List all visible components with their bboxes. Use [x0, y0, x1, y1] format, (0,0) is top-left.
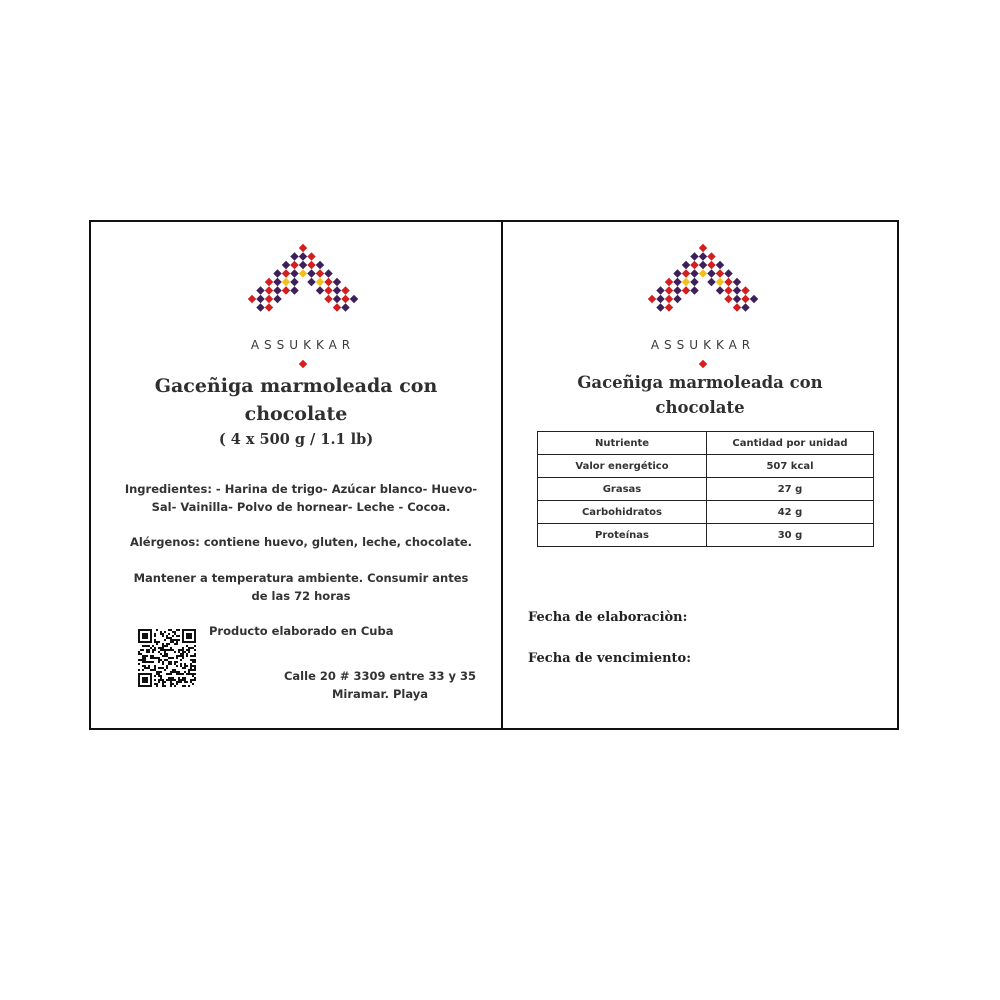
label-frame	[89, 220, 899, 730]
product-title-line: Gaceñiga marmoleada con	[577, 373, 823, 392]
table-header: Nutriente	[538, 432, 707, 455]
allergens	[121, 533, 481, 551]
nutrient-name: Valor energético	[538, 455, 707, 478]
nutrition-table	[537, 431, 874, 547]
nutrient-amount: 507 kcal	[707, 455, 874, 478]
product-title	[91, 372, 501, 428]
table-row	[538, 501, 874, 524]
brand-name: ASSUKKAR	[250, 338, 356, 352]
diamond-pattern-icon	[243, 242, 363, 372]
back-panel	[503, 222, 897, 728]
ingredients-line: Ingredientes: - Harina de trigo- Azúcar blanco- Huevo-	[124, 482, 478, 496]
table-row	[538, 524, 874, 547]
nutrient-name: Carbohidratos	[538, 501, 707, 524]
allergens-text: Alérgenos: contiene huevo, gluten, leche, chocolate.	[129, 535, 473, 549]
nutrient-amount: 27 g	[707, 478, 874, 501]
storage-line: de las 72 horas	[251, 589, 351, 603]
nutrient-name: Grasas	[538, 478, 707, 501]
nutrient-name: Proteínas	[538, 524, 707, 547]
nutrient-amount: 30 g	[707, 524, 874, 547]
front-panel	[91, 222, 501, 728]
expiry-date-label: Fecha de vencimiento:	[528, 651, 692, 666]
ingredients-line: Sal- Vainilla- Polvo de hornear- Leche - Cocoa.	[151, 500, 451, 514]
table-header: Cantidad por unidad	[707, 432, 874, 455]
net-weight: ( 4 x 500 g / 1.1 lb)	[218, 431, 374, 448]
address-line: Miramar. Playa	[331, 687, 428, 701]
nutrient-amount: 42 g	[707, 501, 874, 524]
storage-instructions	[121, 569, 481, 605]
product-title-line: Gaceñiga marmoleada con	[154, 375, 438, 397]
product-title	[503, 370, 897, 420]
table-header-row	[538, 432, 874, 455]
product-title-line: chocolate	[655, 398, 745, 417]
ingredients	[121, 480, 481, 516]
table-row	[538, 455, 874, 478]
brand-name: ASSUKKAR	[650, 338, 756, 352]
origin-text: Producto elaborado en Cuba	[209, 624, 394, 638]
brand-logo	[643, 242, 763, 352]
production-date-label: Fecha de elaboraciòn:	[528, 610, 688, 625]
table-row	[538, 478, 874, 501]
brand-logo	[243, 242, 363, 352]
address	[284, 667, 476, 703]
address-line: Calle 20 # 3309 entre 33 y 35	[283, 669, 476, 683]
storage-line: Mantener a temperatura ambiente. Consumir antes	[133, 571, 469, 585]
diamond-pattern-icon	[643, 242, 763, 372]
qr-code-icon	[138, 629, 196, 687]
product-title-line: chocolate	[244, 403, 348, 425]
